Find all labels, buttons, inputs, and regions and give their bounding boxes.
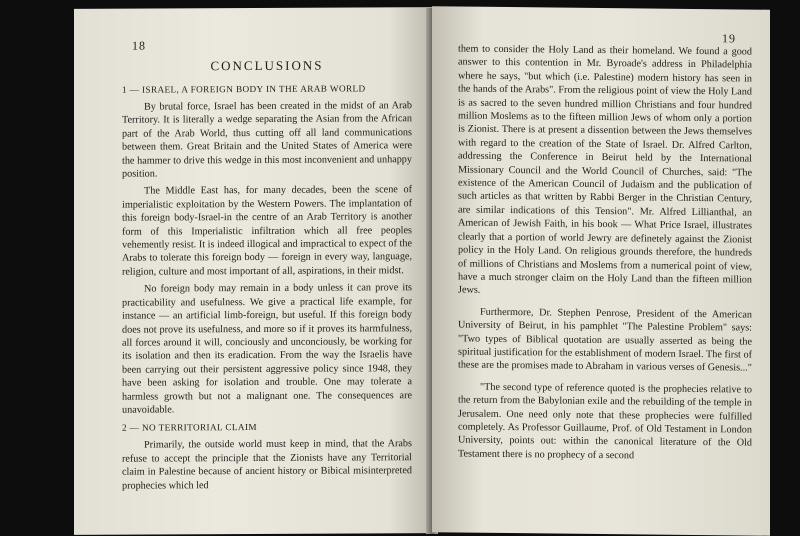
page-number-left: 18 xyxy=(132,38,146,53)
left-page xyxy=(74,7,432,535)
right-page xyxy=(432,6,770,536)
section-2-title: 2 — NO TERRITORIAL CLAIM xyxy=(122,422,257,434)
right-paragraph-3: "The second type of reference quoted is the prophecies relative to the return from the Babylonian exile and the rebuilding of the temple in Jerusalem. One need only note that these prophecies were fulfilled completely. As Professor Guillaume, Prof. of Old Testament in London University, points out: within the canonical literature of the Old Testament there is no prophecy of a second xyxy=(458,381,752,462)
chapter-heading: CONCLUSIONS xyxy=(210,57,324,74)
right-paragraph-2: Furthermore, Dr. Stephen Penrose, President of the American University of Beirut, in his pamphlet "The Palestine Problem" says: "Two types of Biblical quotation are usually asserted as being the spiritual justification for the establishment of modern Israel. The first of these are the promises made to Abraham in various verses of Genesis..." xyxy=(458,306,752,374)
section-1-paragraph-2: The Middle East has, for many decades, been the scene of imperialistic exploitation by the Western Powers. The implantation of this foreign body-Israel-in the centre of an Arab Territory is another form of this Imperialistic infiltration which all free peoples vehemently resist. It is indeed illogical and impractical to expect of the Arabs to tolerate this foreign body — foreign in every way, language, religion, culture and most important of all, aspirations, in their midst. xyxy=(122,184,412,278)
section-1-paragraph-1: By brutal force, Israel has been created in the midst of an Arab Territory. It is literally a wedge separating the Asian from the African part of the Arab World, thus cutting off all land communications between them. Great Britain and the United States of America were the hammer to drive this wedge in this most inconvenient and unhappy position. xyxy=(122,100,412,180)
section-1-paragraph-3: No foreign body may remain in a body unless it can prove its practicability and usefulness. We give a practical life example, for instance — an artificial limb-foreign, but useful. If this foreign body does not prove its usefulness, and more so if it proves its harmfulness, all forces around it will, conciously and unconciously, be working for its isolation and then its eradication. From the way the Israelis have been carrying out their persistent aggressive policy since 1948, they have been asking for isolation and trouble. One may tolerate a harmless growth but not a malignant one. The consequences are unavoidable. xyxy=(122,282,412,416)
section-2-paragraph-1: Primarily, the outside world must keep in mind, that the Arabs refuse to accept the principle that the Zionists have any Territorial claim in Palestine because of ancient history or Bibical misinterpreted prophecies which led xyxy=(122,438,412,492)
right-paragraph-1: them to consider the Holy Land as their homeland. We found a good answer to this contention in Mr. Byroade's address in Philadelphia where he says, "but which (i.e. Palestine) modern history has seen in the hands of the Arabs". From the religious point of view the Holy Land is as sacred to the seven hundred million Christians and four hundred million Moslems as to the fifteen million Jews of whom only a portion is Zionist. There is at present a dissention between the Jews themselves with regard to the creation of the State of Israel. Dr. Alfred Carlton, addressing the Conference in Beirut held by the International Missionary Council and the World Council of Churches, said: "The existence of the American Council of Judaism and the publication of such articles as that written by Rabbi Berger in the Christian Century, are similar indications of this Tension". Mr. Alfred Lillianthal, an American of Jewish Faith, in his book — What Price Israel, illustrates clearly that a portion of world Jewry are definetely against the Zionist policy in the Holy Land. On religious grounds therefore, the hundreds of millions of Christians and Moslems from a numerical point of view, have a much stronger claim on the Holy Land than the fifteen million Jews. xyxy=(458,43,752,297)
page-number-right: 19 xyxy=(722,31,736,46)
section-1-title: 1 — ISRAEL, A FOREIGN BODY IN THE ARAB WORLD xyxy=(122,83,366,95)
